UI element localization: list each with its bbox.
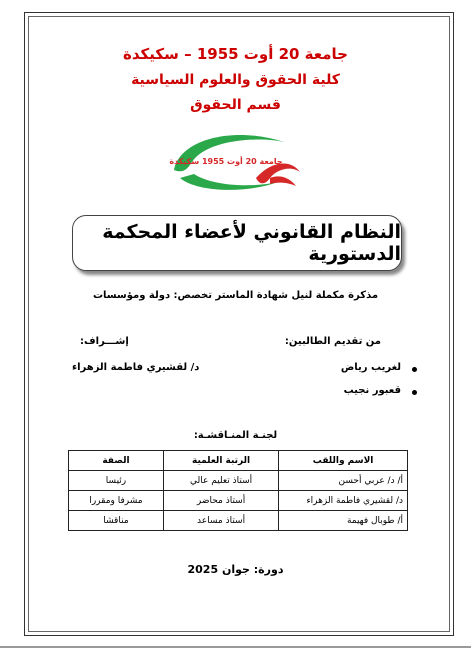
member-name: د/ لقشيري فاطمة الزهراء bbox=[279, 491, 408, 511]
university-logo bbox=[166, 128, 304, 198]
committee-table bbox=[68, 450, 408, 531]
member-rank: أستاذ مساعد bbox=[163, 511, 278, 531]
table-header-row bbox=[69, 451, 408, 471]
table-row bbox=[69, 511, 408, 531]
table-row bbox=[69, 471, 408, 491]
bottom-scroll-edge bbox=[0, 646, 471, 648]
student-name-1: لغريب رياض bbox=[340, 362, 401, 373]
logo-red-swoosh-tail bbox=[270, 176, 296, 186]
header-name: الاسم واللقب bbox=[279, 451, 408, 471]
committee-title: لجنـة المنـاقشـة: bbox=[193, 430, 278, 441]
member-role: مشرفا ومقررا bbox=[69, 491, 164, 511]
session-date: دورة: جوان 2025 bbox=[187, 563, 284, 576]
thesis-title-box bbox=[72, 215, 402, 271]
thesis-subtitle: مذكرة مكملة لنيل شهادة الماستر تخصص: دولة ومؤسسات bbox=[92, 290, 379, 301]
university-name: جامعة 20 أوت 1955 – سكيكدة bbox=[123, 45, 348, 63]
supervisor-label: إشـــراف: bbox=[80, 336, 129, 347]
member-name: أ/ طوبال فهيمة bbox=[279, 511, 408, 531]
faculty-name: كلية الحقوق والعلوم السياسية bbox=[131, 72, 340, 88]
member-rank: أستاذ محاضر bbox=[163, 491, 278, 511]
bullet-icon bbox=[412, 367, 417, 372]
member-rank: أستاذ تعليم عالي bbox=[163, 471, 278, 491]
supervisor-name: د/ لقشيري فاطمة الزهراء bbox=[72, 362, 200, 373]
department-name: قسم الحقوق bbox=[190, 97, 281, 113]
member-role: رئيسا bbox=[69, 471, 164, 491]
header-role: الصفة bbox=[69, 451, 164, 471]
bullet-icon bbox=[412, 390, 417, 395]
member-role: مناقشا bbox=[69, 511, 164, 531]
students-label: من تقديم الطالبين: bbox=[284, 336, 381, 347]
student-name-2: قعبور نجيب bbox=[343, 385, 401, 396]
thesis-title: النظام القانوني لأعضاء المحكمة الدستورية bbox=[102, 221, 401, 265]
member-name: أ/ د/ عربي أحسن bbox=[279, 471, 408, 491]
header-rank: الرتبة العلمية bbox=[163, 451, 278, 471]
logo-text: جامعة 20 أوت 1955 سكيكدة bbox=[169, 157, 283, 166]
table-row bbox=[69, 491, 408, 511]
